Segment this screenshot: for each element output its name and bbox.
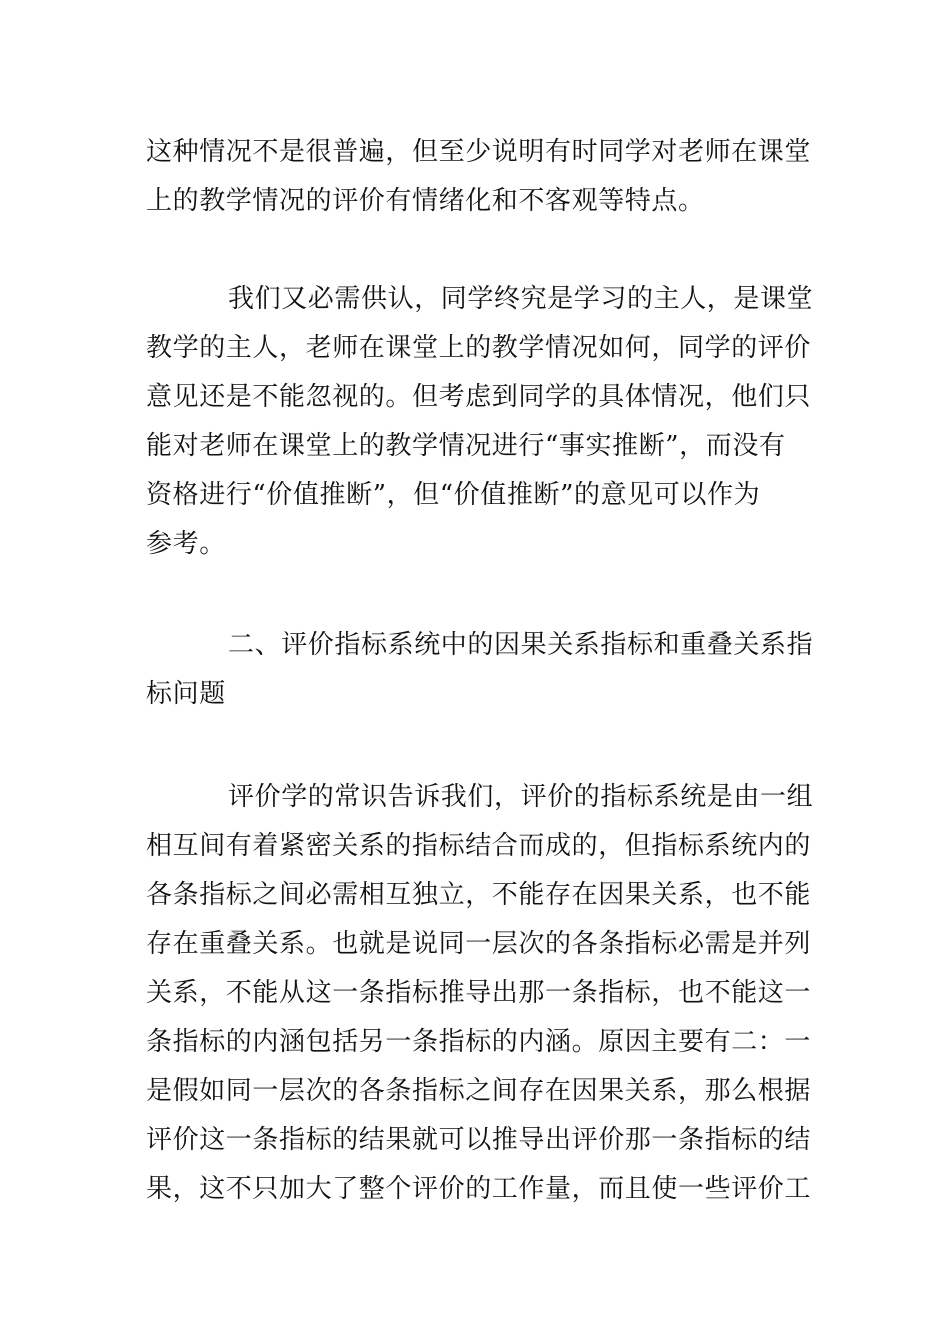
text-line: 相互间有着紧密关系的指标结合而成的，但指标系统内的: [146, 831, 812, 861]
text-line: 这种情况不是很普遍，但至少说明有时同学对老师在课堂: [146, 137, 812, 167]
text-line: 教学的主人，老师在课堂上的教学情况如何，同学的评价: [146, 333, 812, 363]
text-line: 上的教学情况的评价有情绪化和不客观等特点。: [146, 186, 705, 216]
text-line: 参考。: [146, 529, 226, 559]
text-line: 资格进行“价值推断”，但“价值推断”的意见可以作为: [146, 480, 761, 510]
paragraph-indicator-system: [146, 773, 814, 1214]
text-line: 条指标的内涵包括另一条指标的内涵。原因主要有二：一: [146, 1027, 812, 1057]
text-line: 是假如同一层次的各条指标之间存在因果关系，那么根据: [146, 1076, 812, 1106]
text-line: 各条指标之间必需相互独立，不能存在因果关系，也不能: [146, 880, 812, 910]
text-line: 关系，不能从这一条指标推导出那一条指标，也不能这一: [146, 978, 812, 1008]
text-line: 存在重叠关系。也就是说同一层次的各条指标必需是并列: [146, 929, 812, 959]
text-line: 评价学的常识告诉我们，评价的指标系统是由一组: [228, 782, 814, 812]
paragraph-student-role: [146, 275, 814, 569]
paragraph-continuation: [146, 128, 810, 226]
text-line: 意见还是不能忽视的。但考虑到同学的具体情况，他们只: [146, 382, 812, 412]
text-line: 果，这不只加大了整个评价的工作量，而且使一些评价工: [146, 1174, 812, 1204]
text-line: 评价这一条指标的结果就可以推导出评价那一条指标的结: [146, 1125, 812, 1155]
text-line: 能对老师在课堂上的教学情况进行“事实推断”，而没有: [146, 431, 786, 461]
heading-line: 标问题: [146, 679, 226, 709]
heading-line: 二、评价指标系统中的因果关系指标和重叠关系指: [228, 630, 814, 660]
section-heading: [146, 621, 814, 719]
text-line: 我们又必需供认，同学终究是学习的主人，是课堂: [228, 284, 814, 314]
